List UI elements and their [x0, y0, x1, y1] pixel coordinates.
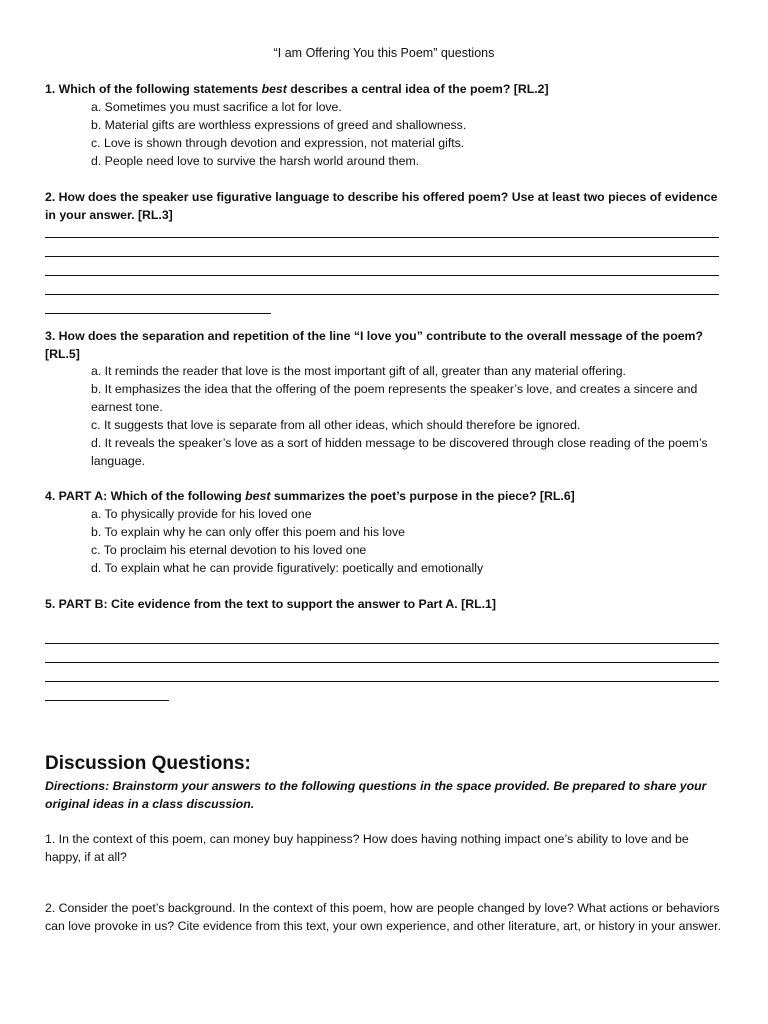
discussion-directions: Directions: Brainstorm your answers to the following questions in the space provided. Be prepared to share your original ideas in a class discussion. — [45, 779, 707, 811]
option[interactable]: d. To explain what he can provide figuratively: poetically and emotionally — [91, 561, 484, 575]
option[interactable]: b. To explain why he can only offer this poem and his love — [91, 525, 405, 539]
discussion-heading: Discussion Questions: — [45, 753, 251, 774]
question-3-options — [91, 362, 731, 470]
worksheet-title: “I am Offering You this Poem” questions — [273, 46, 495, 60]
question-4-text-post: summarizes the poet’s purpose in the piece? [RL.6] — [270, 489, 575, 503]
answer-line[interactable] — [45, 644, 719, 663]
answer-line[interactable] — [45, 625, 719, 644]
answer-line[interactable] — [45, 257, 719, 276]
discussion-question-1: 1. In the context of this poem, can money buy happiness? How does having nothing impact one’s ability to love and be happy, if at all? — [45, 832, 689, 864]
question-4-text-pre: 4. PART A: Which of the following — [45, 489, 246, 503]
question-1 — [45, 80, 725, 98]
question-2: 2. How does the speaker use figurative language to describe his offered poem? Use at least two pieces of evidence in your answer. [RL.3] — [45, 190, 718, 222]
option[interactable]: d. People need love to survive the harsh world around them. — [91, 154, 420, 168]
question-3: 3. How does the separation and repetition of the line “I love you” contribute to the overall message of the poem? [RL.5] — [45, 329, 703, 361]
answer-lines-q5[interactable] — [45, 625, 719, 701]
option[interactable]: c. It suggests that love is separate from all other ideas, which should therefore be ignored. — [91, 418, 581, 432]
option[interactable]: c. Love is shown through devotion and expression, not material gifts. — [91, 136, 465, 150]
option[interactable]: a. To physically provide for his loved one — [91, 507, 312, 521]
option[interactable]: a. It reminds the reader that love is the most important gift of all, greater than any material offering. — [91, 364, 626, 378]
question-4-options — [91, 505, 731, 577]
question-4-emphasis: best — [245, 489, 271, 503]
answer-line[interactable] — [45, 219, 719, 238]
question-5: 5. PART B: Cite evidence from the text to support the answer to Part A. [RL.1] — [45, 597, 496, 611]
answer-line[interactable] — [45, 682, 169, 701]
question-1-text-post: describes a central idea of the poem? [RL.2] — [286, 82, 549, 96]
question-4 — [45, 487, 725, 505]
option[interactable]: d. It reveals the speaker’s love as a sort of hidden message to be discovered through close reading of the poem’s language. — [91, 436, 708, 468]
discussion-question-2: 2. Consider the poet’s background. In the context of this poem, how are people changed by love? What actions or behaviors can love provoke in us? Cite evidence from this text, your own experience, and other literature, art, or history in your answer. — [45, 901, 721, 933]
answer-line[interactable] — [45, 663, 719, 682]
option[interactable]: a. Sometimes you must sacrifice a lot for love. — [91, 100, 342, 114]
option[interactable]: b. Material gifts are worthless expressions of greed and shallowness. — [91, 118, 467, 132]
question-1-text-pre: 1. Which of the following statements — [45, 82, 262, 96]
answer-line[interactable] — [45, 295, 271, 314]
answer-line[interactable] — [45, 238, 719, 257]
question-1-emphasis: best — [261, 82, 287, 96]
option[interactable]: b. It emphasizes the idea that the offering of the poem represents the speaker’s love, and creates a sincere and earnest tone. — [91, 382, 698, 414]
question-1-options — [91, 98, 731, 170]
answer-line[interactable] — [45, 276, 719, 295]
answer-lines-q2[interactable] — [45, 219, 719, 314]
option[interactable]: c. To proclaim his eternal devotion to his loved one — [91, 543, 367, 557]
